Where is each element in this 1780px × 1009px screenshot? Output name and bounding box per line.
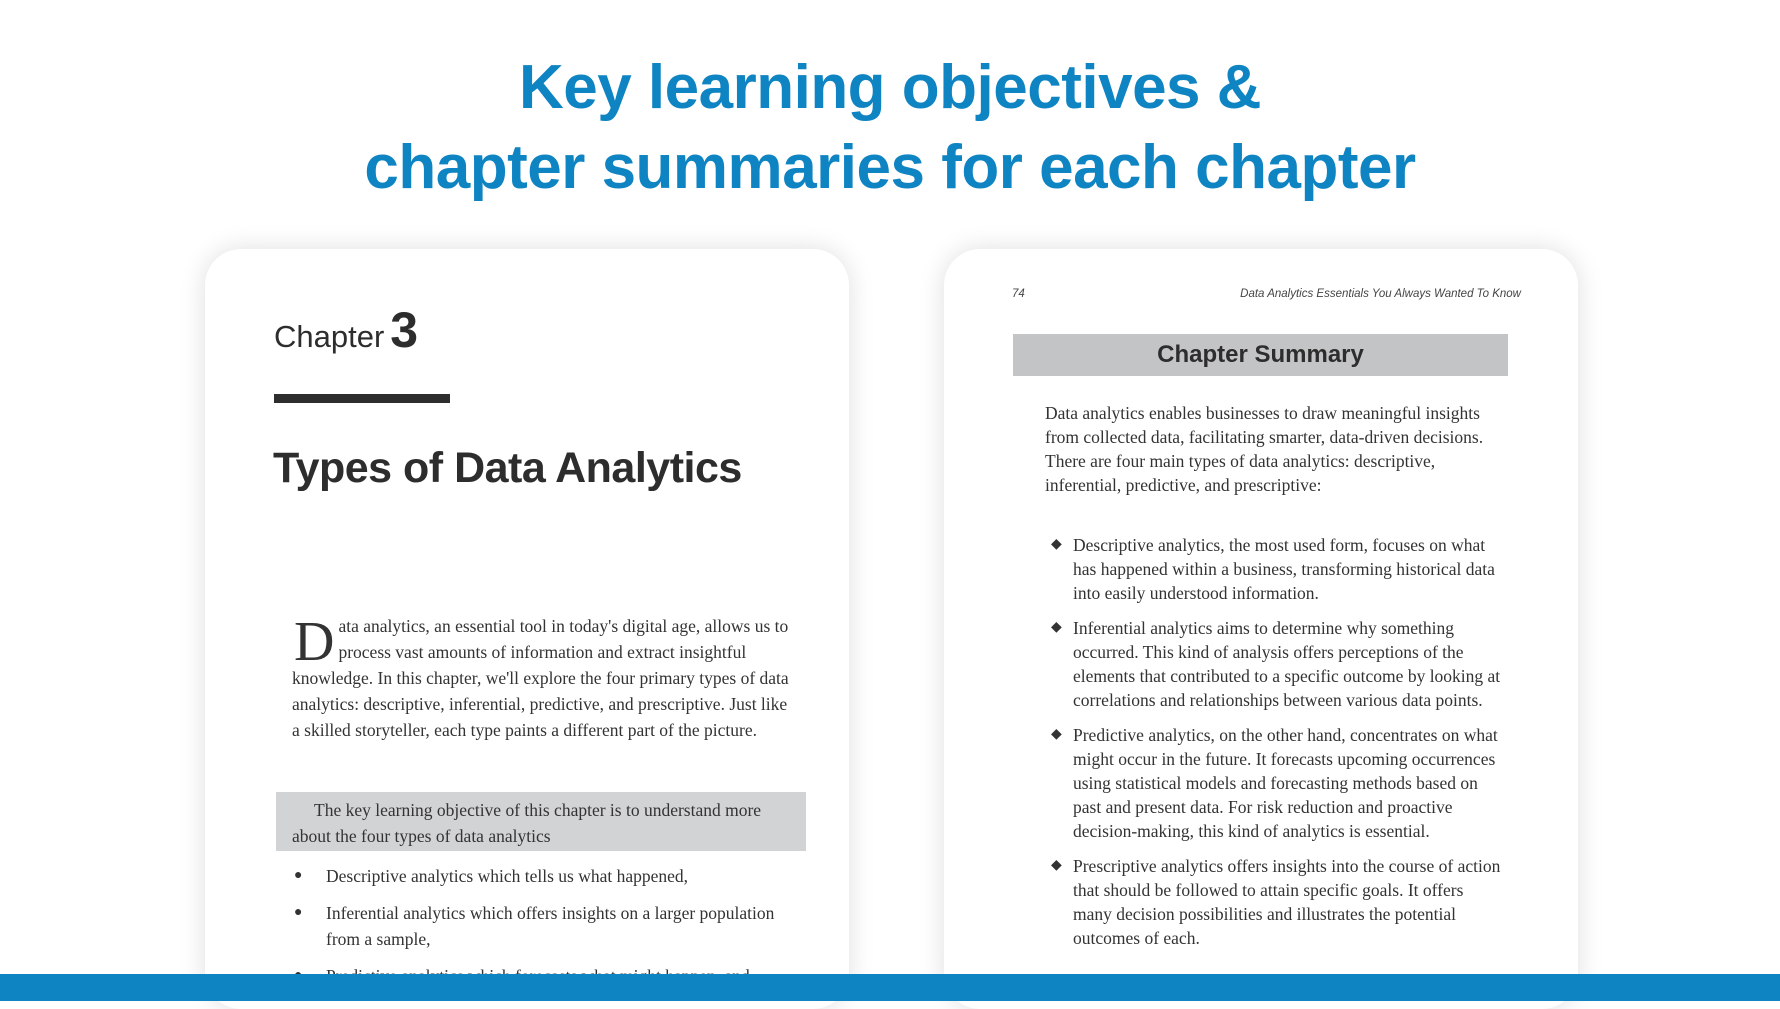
summary-intro: Data analytics enables businesses to draw meaningful insights from collected data, facilitating smarter, data-driven decisions. There are four main types of data analytics: descriptive, inferential, predictive, and prescriptive: bbox=[1045, 403, 1484, 495]
summary-bullet-list bbox=[1045, 533, 1505, 961]
headline-line-1: Key learning objectives & bbox=[518, 53, 1262, 122]
right-page-preview bbox=[944, 249, 1578, 1009]
bottom-accent-bar bbox=[0, 974, 1780, 1001]
bullet-icon: ● bbox=[294, 868, 303, 883]
learning-objective-box bbox=[276, 792, 806, 851]
bullet-icon: ● bbox=[294, 905, 303, 920]
list-item: ◆ Descriptive analytics, the most used form, focuses on what has happened within a business, transforming historical data into easily understood information. bbox=[1051, 535, 1495, 603]
running-head: Data Analytics Essentials You Always Wanted To Know bbox=[1240, 288, 1521, 300]
chapter-title: Types of Data Analytics bbox=[273, 444, 742, 492]
list-item: ● Inferential analytics which offers insights on a larger population from a sample, bbox=[292, 900, 792, 952]
learning-objective-text: The key learning objective of this chapter is to understand more about the four types of data analytics bbox=[292, 800, 762, 846]
diamond-bullet-icon: ◆ bbox=[1051, 537, 1062, 552]
list-item: ◆ Prescriptive analytics offers insights into the course of action that should be followed to attain specific goals. It offers many decision possibilities and illustrates the potential outcomes of each. bbox=[1051, 856, 1501, 948]
headline-line-2: chapter summaries for each chapter bbox=[364, 133, 1416, 202]
list-item: ● Descriptive analytics which tells us what happened, bbox=[292, 863, 792, 889]
drop-cap: D bbox=[294, 611, 335, 673]
diamond-bullet-icon: ◆ bbox=[1051, 858, 1062, 873]
chapter-label bbox=[274, 301, 418, 359]
diamond-bullet-icon: ◆ bbox=[1051, 727, 1062, 742]
list-item: ◆ Predictive analytics, on the other hand, concentrates on what might occur in the future. It forecasts upcoming occurrences using statistical models and forecasting methods based on past and present data. For risk reduction and proactive decision-making, this kind of analytics is essential. bbox=[1051, 725, 1498, 841]
chapter-intro bbox=[292, 613, 792, 743]
intro-text: ata analytics, an essential tool in today's digital age, allows us to process vast amounts of information and extract insightful knowledge. In this chapter, we'll explore the four primary types of data analytics: descriptive, inferential, predictive, and prescriptive. Just like a skilled storyteller, each type paints a different part of the picture. bbox=[292, 616, 789, 740]
chapter-number: 3 bbox=[390, 302, 419, 358]
chapter-summary-heading: Chapter Summary bbox=[1013, 334, 1508, 376]
list-item: ◆ Inferential analytics aims to determine why something occurred. This kind of analysis offers perceptions of the elements that contributed to a specific outcome by looking at correlations and relationships between various data points. bbox=[1051, 618, 1501, 710]
left-page-preview bbox=[205, 249, 849, 1009]
chapter-word: Chapter bbox=[274, 319, 385, 354]
headline bbox=[0, 48, 1780, 208]
chapter-rule bbox=[274, 394, 450, 403]
diamond-bullet-icon: ◆ bbox=[1051, 620, 1062, 635]
page-number: 74 bbox=[1012, 288, 1025, 300]
